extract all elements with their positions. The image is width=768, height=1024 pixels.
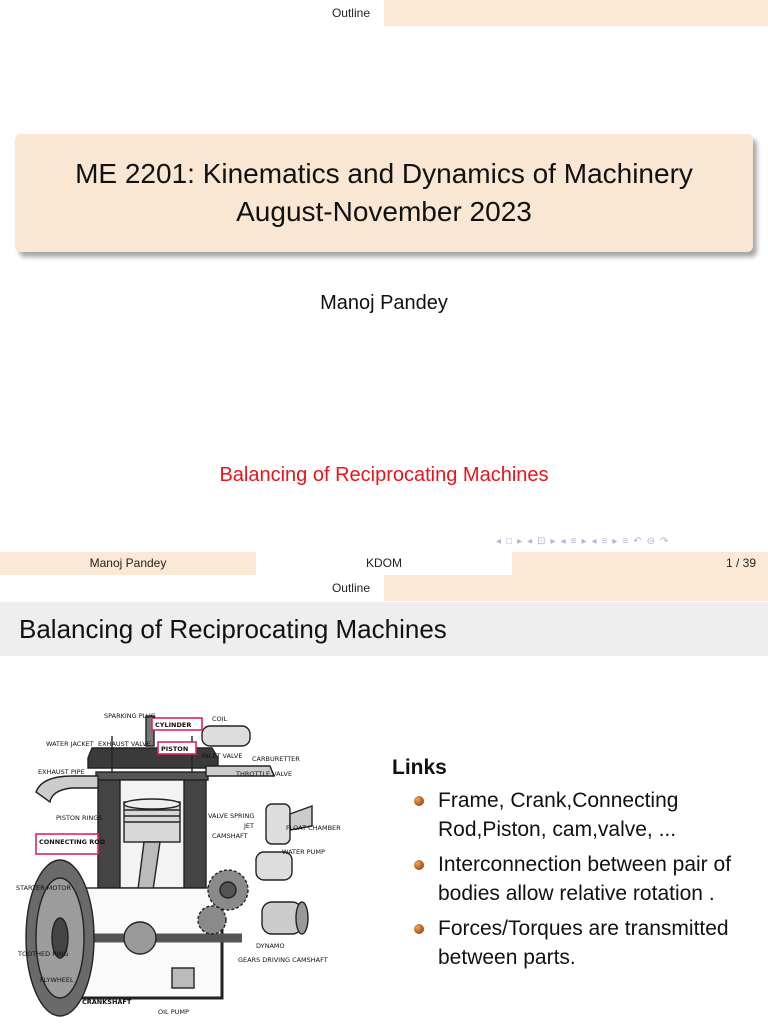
list-item xyxy=(392,914,762,972)
nav-symbol-icon[interactable]: ▸ xyxy=(581,536,588,547)
nav-symbol-icon[interactable]: ≡ xyxy=(601,536,609,547)
slide2-header-bar xyxy=(0,575,768,601)
engine-cutaway-figure xyxy=(12,706,341,1020)
links-heading: Links xyxy=(392,756,447,779)
frame-title: Balancing of Reciprocating Machines xyxy=(19,614,447,644)
label-coil: COIL xyxy=(212,715,228,723)
frame-title-bar xyxy=(0,602,768,656)
nav-symbol-icon[interactable]: ▸ xyxy=(550,536,557,547)
header-outline-link[interactable]: Outline xyxy=(331,581,370,595)
nav-symbol-icon[interactable]: ◂ xyxy=(591,536,598,547)
nav-symbol-icon[interactable]: ↷ xyxy=(660,536,670,547)
nav-symbol-icon[interactable]: ⊖ xyxy=(646,536,656,547)
label-inlet-valve: INLET VALVE xyxy=(202,752,243,760)
label-exhaust-valve: EXHAUST VALVE xyxy=(98,740,151,748)
label-sparking-plug: SPARKING PLUG xyxy=(104,712,156,720)
label-gears-driving-camshaft: GEARS DRIVING CAMSHAFT xyxy=(238,956,328,964)
header-outline-link[interactable]: Outline xyxy=(331,6,370,20)
label-piston: PISTON xyxy=(161,745,189,753)
nav-symbol-icon[interactable]: ◂ xyxy=(560,536,567,547)
links-bullet-list xyxy=(392,786,762,972)
label-connecting-rod: CONNECTING ROD xyxy=(39,838,106,846)
bullet-text: Interconnection between pair of bodies allow relative rotation . xyxy=(438,853,732,905)
course-term: August-November 2023 xyxy=(236,196,532,227)
label-toothed-ring: TOOTHED RING xyxy=(18,950,69,958)
title-block xyxy=(15,134,753,252)
label-crankshaft: CRANKSHAFT xyxy=(82,998,132,1006)
label-cylinder: CYLINDER xyxy=(155,721,192,729)
nav-symbol-icon[interactable]: ≡ xyxy=(570,536,578,547)
nav-symbol-icon[interactable]: □ xyxy=(506,536,514,547)
label-starter-motor: STARTER MOTOR xyxy=(16,884,72,892)
footer-page-number: 1 / 39 xyxy=(512,552,768,575)
bullet-text: Forces/Torques are transmitted between parts. xyxy=(438,917,729,969)
label-valve-spring: VALVE SPRING xyxy=(208,812,255,820)
footer-author: Manoj Pandey xyxy=(0,552,256,575)
label-exhaust-pipe: EXHAUST PIPE xyxy=(38,768,85,776)
header-right xyxy=(384,0,768,26)
nav-symbol-icon[interactable]: ≡ xyxy=(622,536,630,547)
label-oil-pump: OIL PUMP xyxy=(158,1008,189,1016)
label-piston-rings: PISTON RINGS xyxy=(56,814,103,822)
nav-symbol-icon[interactable]: ↶ xyxy=(633,536,643,547)
label-carburetter: CARBURETTER xyxy=(252,755,300,763)
author-name: Manoj Pandey xyxy=(320,292,448,314)
label-float-chamber: FLOAT CHAMBER xyxy=(286,824,341,832)
label-water-jacket: WATER JACKET xyxy=(46,740,94,748)
links-content xyxy=(392,756,762,978)
slide1-header-bar xyxy=(0,0,768,26)
label-dynamo: DYNAMO xyxy=(256,942,285,950)
label-jet: JET xyxy=(244,822,254,830)
footer-short-title: KDOM xyxy=(256,552,512,575)
label-water-pump: WATER PUMP xyxy=(282,848,325,856)
bullet-icon xyxy=(414,860,424,870)
header-right xyxy=(384,575,768,601)
nav-symbol-icon[interactable]: ◂ xyxy=(527,536,534,547)
label-camshaft: CAMSHAFT xyxy=(212,832,248,840)
nav-symbol-icon[interactable]: ▸ xyxy=(612,536,619,547)
list-item xyxy=(392,786,762,844)
label-flywheel: FLYWHEEL xyxy=(40,976,74,984)
bullet-icon xyxy=(414,924,424,934)
list-item xyxy=(392,850,762,908)
bullet-icon xyxy=(414,796,424,806)
nav-symbol-icon[interactable]: ⊡ xyxy=(537,536,547,547)
label-throttle-valve: THROTTLE VALVE xyxy=(236,770,293,778)
course-title: ME 2201: Kinematics and Dynamics of Machinery xyxy=(75,158,693,189)
lecture-subtitle: Balancing of Reciprocating Machines xyxy=(219,464,549,486)
nav-symbol-icon[interactable]: ▸ xyxy=(517,536,524,547)
beamer-navigation[interactable] xyxy=(496,536,673,547)
nav-symbol-icon[interactable]: ◂ xyxy=(496,536,503,547)
slide-footer xyxy=(0,552,768,575)
bullet-text: Frame, Crank,Connecting Rod,Piston, cam,valve, ... xyxy=(438,789,679,841)
